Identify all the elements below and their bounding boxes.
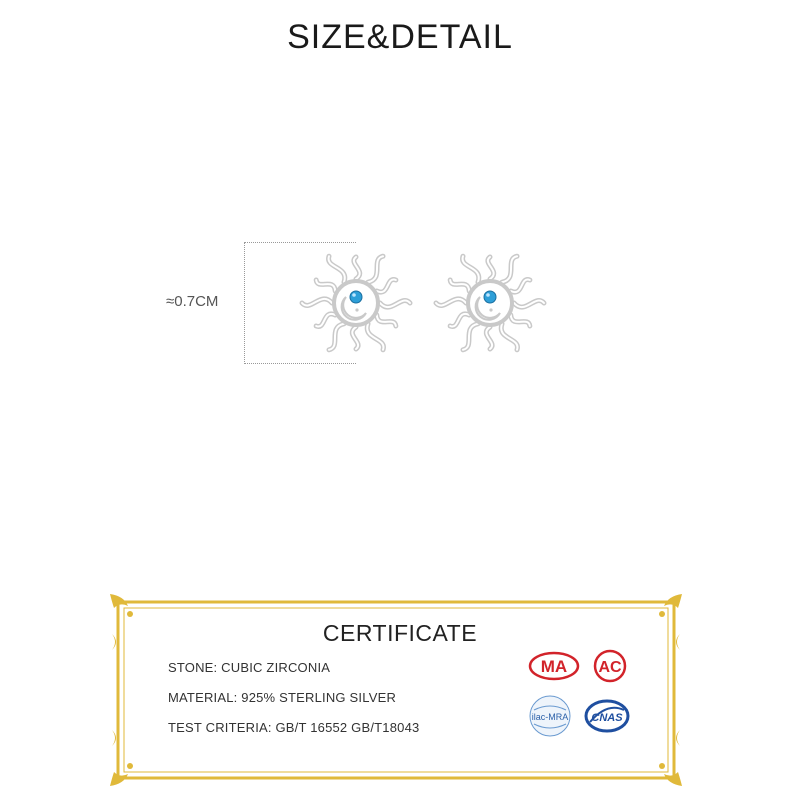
svg-text:AC: AC: [598, 659, 622, 676]
sun-ray: [316, 314, 335, 327]
svg-text:CNAS: CNAS: [591, 712, 623, 724]
blue-stone: [350, 291, 362, 303]
sun-ray: [463, 256, 479, 282]
certificate-title: CERTIFICATE: [322, 620, 478, 646]
sun-ray: [450, 314, 469, 327]
sun-ray: [329, 256, 345, 282]
blue-stone: [484, 291, 496, 303]
ma-logo-icon: [528, 650, 580, 687]
sun-earring-icon: [432, 244, 548, 362]
svg-text:MA: MA: [540, 657, 568, 676]
cnas-logo-icon: [584, 698, 630, 739]
cert-criteria-line: TEST CRITERIA: GB/T 16552 GB/T18043: [168, 720, 420, 735]
sun-ray: [377, 279, 396, 292]
page-title: SIZE&DETAIL: [287, 18, 513, 56]
cert-material-line: MATERIAL: 925% STERLING SILVER: [168, 690, 397, 705]
sun-earring-left: [298, 244, 414, 362]
sun-earring-icon: [298, 244, 414, 362]
cma-ac-logo-icon: [588, 648, 632, 689]
sun-ray: [501, 324, 517, 350]
sun-earring-right: [432, 244, 548, 362]
cert-stone-line: STONE: CUBIC ZIRCONIA: [168, 660, 331, 675]
sun-ray: [511, 279, 530, 292]
sun-ray: [367, 324, 383, 350]
svg-text:ilac-MRA: ilac-MRA: [531, 712, 569, 722]
ilac-mra-logo-icon: [526, 694, 574, 743]
size-label: ≈0.7CM: [166, 293, 219, 310]
